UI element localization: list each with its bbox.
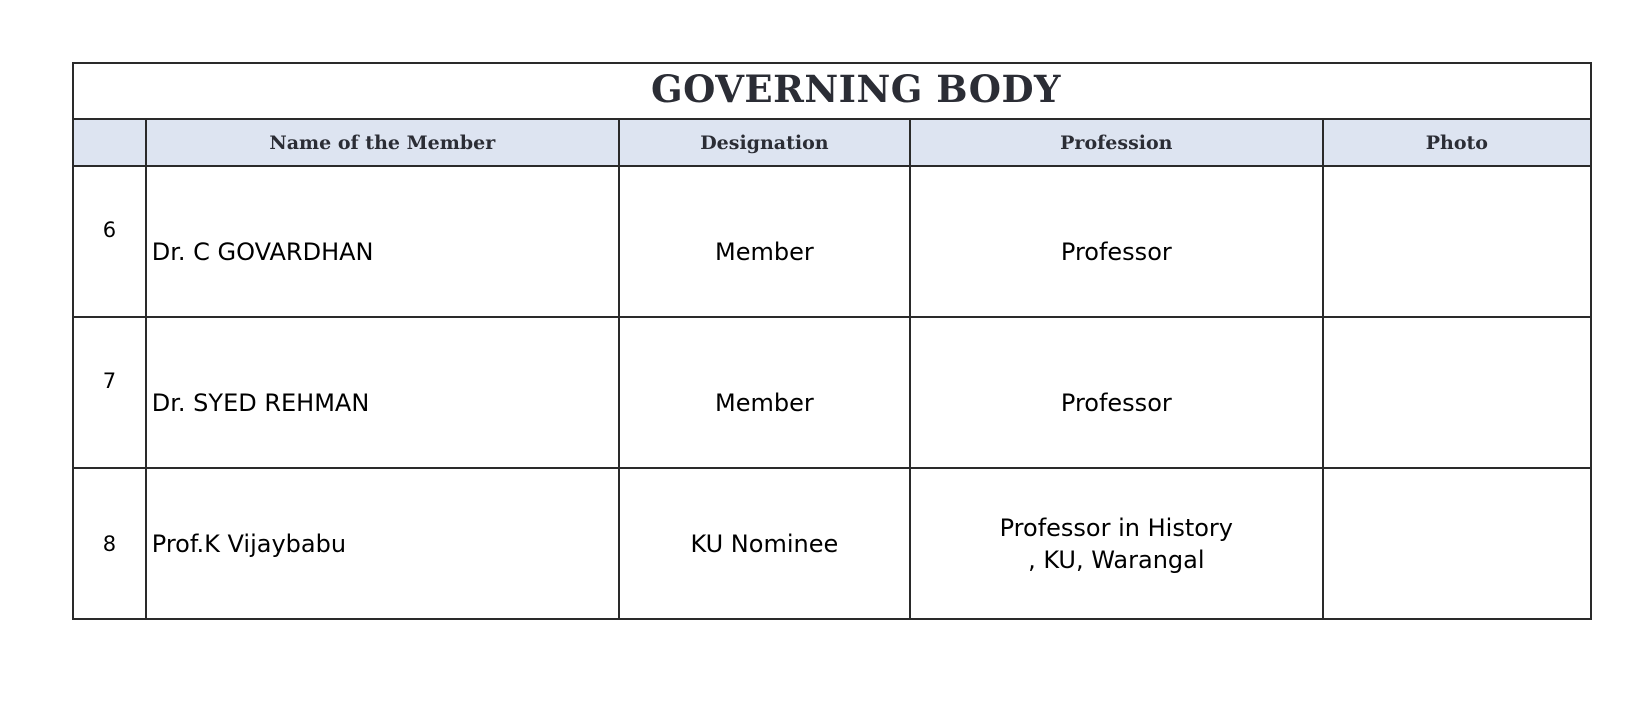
member-name: Prof.K Vijaybabu: [151, 529, 347, 558]
header-row: [73, 119, 1591, 166]
table-row: [73, 166, 1591, 317]
member-number-cell: [73, 317, 146, 468]
table-row: [73, 317, 1591, 468]
member-designation-cell: [619, 317, 910, 468]
governing-body-table: [72, 62, 1592, 620]
header-number: [73, 119, 146, 166]
member-photo-cell: [1323, 317, 1591, 468]
table-title: GOVERNING BODY: [651, 67, 1061, 111]
member-profession: Professor: [1060, 388, 1172, 417]
header-profession: Profession: [910, 119, 1323, 166]
member-profession: [1000, 512, 1233, 576]
member-name: Dr. SYED REHMAN: [151, 388, 370, 417]
member-designation: Member: [715, 237, 814, 266]
member-profession-line-1: Professor in History: [999, 513, 1233, 542]
member-number: 6: [102, 217, 117, 242]
member-photo-cell: [1323, 166, 1591, 317]
table-title-cell: [73, 63, 1591, 119]
member-profession-cell: [910, 317, 1323, 468]
table-row: [73, 468, 1591, 619]
member-name-cell: [146, 468, 619, 619]
header-designation: Designation: [619, 119, 910, 166]
member-name: Dr. C GOVARDHAN: [151, 237, 374, 266]
member-number-cell: [73, 468, 146, 619]
member-profession-cell: [910, 166, 1323, 317]
title-row: [73, 63, 1591, 119]
member-designation: KU Nominee: [690, 529, 839, 558]
member-number: 7: [102, 368, 117, 393]
member-photo-cell: [1323, 468, 1591, 619]
member-name-cell: [146, 317, 619, 468]
member-name-cell: [146, 166, 619, 317]
header-photo: Photo: [1323, 119, 1591, 166]
header-name: Name of the Member: [146, 119, 619, 166]
member-profession-line-2: , KU, Warangal: [1028, 545, 1205, 574]
member-designation: Member: [715, 388, 814, 417]
member-profession: Professor: [1060, 237, 1172, 266]
member-designation-cell: [619, 468, 910, 619]
member-profession-cell: [910, 468, 1323, 619]
member-number-cell: [73, 166, 146, 317]
member-number: 8: [102, 531, 117, 556]
member-designation-cell: [619, 166, 910, 317]
